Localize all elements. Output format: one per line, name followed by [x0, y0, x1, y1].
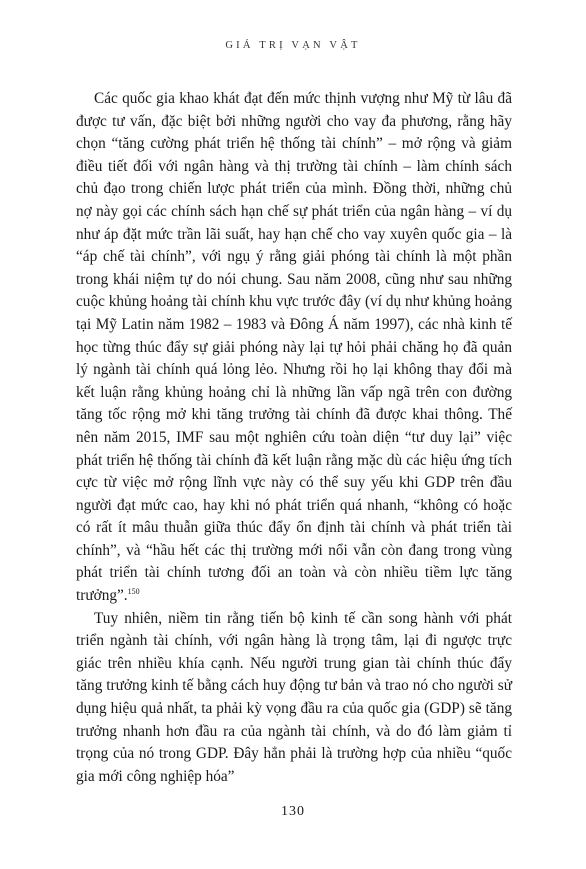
footnote-reference: 150 [127, 587, 140, 597]
running-header: GIÁ TRỊ VẠN VẬT [225, 40, 361, 51]
page-number: 130 [281, 804, 305, 819]
body-text [76, 88, 512, 788]
paragraph [76, 608, 512, 789]
paragraph-text: Các quốc gia khao khát đạt đến mức thịnh vượng như Mỹ từ lâu đã được tư vấn, đặc biệt bởi những người cho vay đa phương, rằng hãy chọn “tăng cường phát triển hệ thống tài chính” – mở rộng và giảm điều tiết đối với ngân hàng và thị trường tài chính – làm chính sách chủ đạo trong chiến lược phát triển của mình. Đồng thời, những chủ nợ này gọi các chính sách hạn chế sự phát triển của ngân hàng – ví dụ như áp đặt mức trần lãi suất, hay hạn chế cho vay xuyên quốc gia – là “áp chế tài chính”, với ngụ ý rằng giải phóng tài chính là một phần trong khái niệm tự do nói chung. Sau năm 2008, cũng như sau những cuộc khủng hoảng tài chính khu vực trước đây (ví dụ như khủng hoảng tại Mỹ Latin năm 1982 – 1983 và Đông Á năm 1997), các nhà kinh tế học từng thúc đẩy sự giải phóng này lại tự hỏi phải chăng họ đã quản lý ngành tài chính quá lỏng lẻo. Nhưng rồi họ lại không thay đổi mà kết luận rằng khủng hoảng chỉ là những lần vấp ngã trên con đường tăng tốc rộng mở khi tăng trưởng tài chính đã được khai thông. Thế nên năm 2015, IMF sau một nghiên cứu toàn diện “tư duy lại” việc phát triển hệ thống tài chính đã kết luận rằng mặc dù các hiệu ứng tích cực từ việc mở rộng lĩnh vực này có thể suy yếu khi GDP trên đầu người đạt mức cao, hay khi nó phát triển quá nhanh, “không có hoặc có rất ít mâu thuẫn giữa thúc đẩy ổn định tài chính và phát triển tài chính”, và “hầu hết các thị trường mới nổi vẫn còn đang trong vùng phát triển tài chính tương đối an toàn và còn nhiều tiềm lực tăng trưởng”. [76, 90, 512, 605]
paragraph [76, 88, 512, 608]
paragraph-text: Tuy nhiên, niềm tin rằng tiến bộ kinh tế cần song hành với phát triển ngành tài chính, với ngân hàng là trọng tâm, lại đi ngược trực giác trên nhiều khía cạnh. Nếu người trung gian tài chính thúc đẩy tăng trưởng kinh tế bằng cách huy động tư bản và trao nó cho người sử dụng hiệu quả nhất, ta phải kỳ vọng đầu ra của quốc gia (GDP) sẽ tăng trưởng nhanh hơn đầu ra của ngành tài chính, và do đó làm giảm tỉ trọng của nó trong GDP. Đây hẳn phải là trường hợp của nhiều “quốc gia mới công nghiệp hóa” [76, 609, 512, 785]
